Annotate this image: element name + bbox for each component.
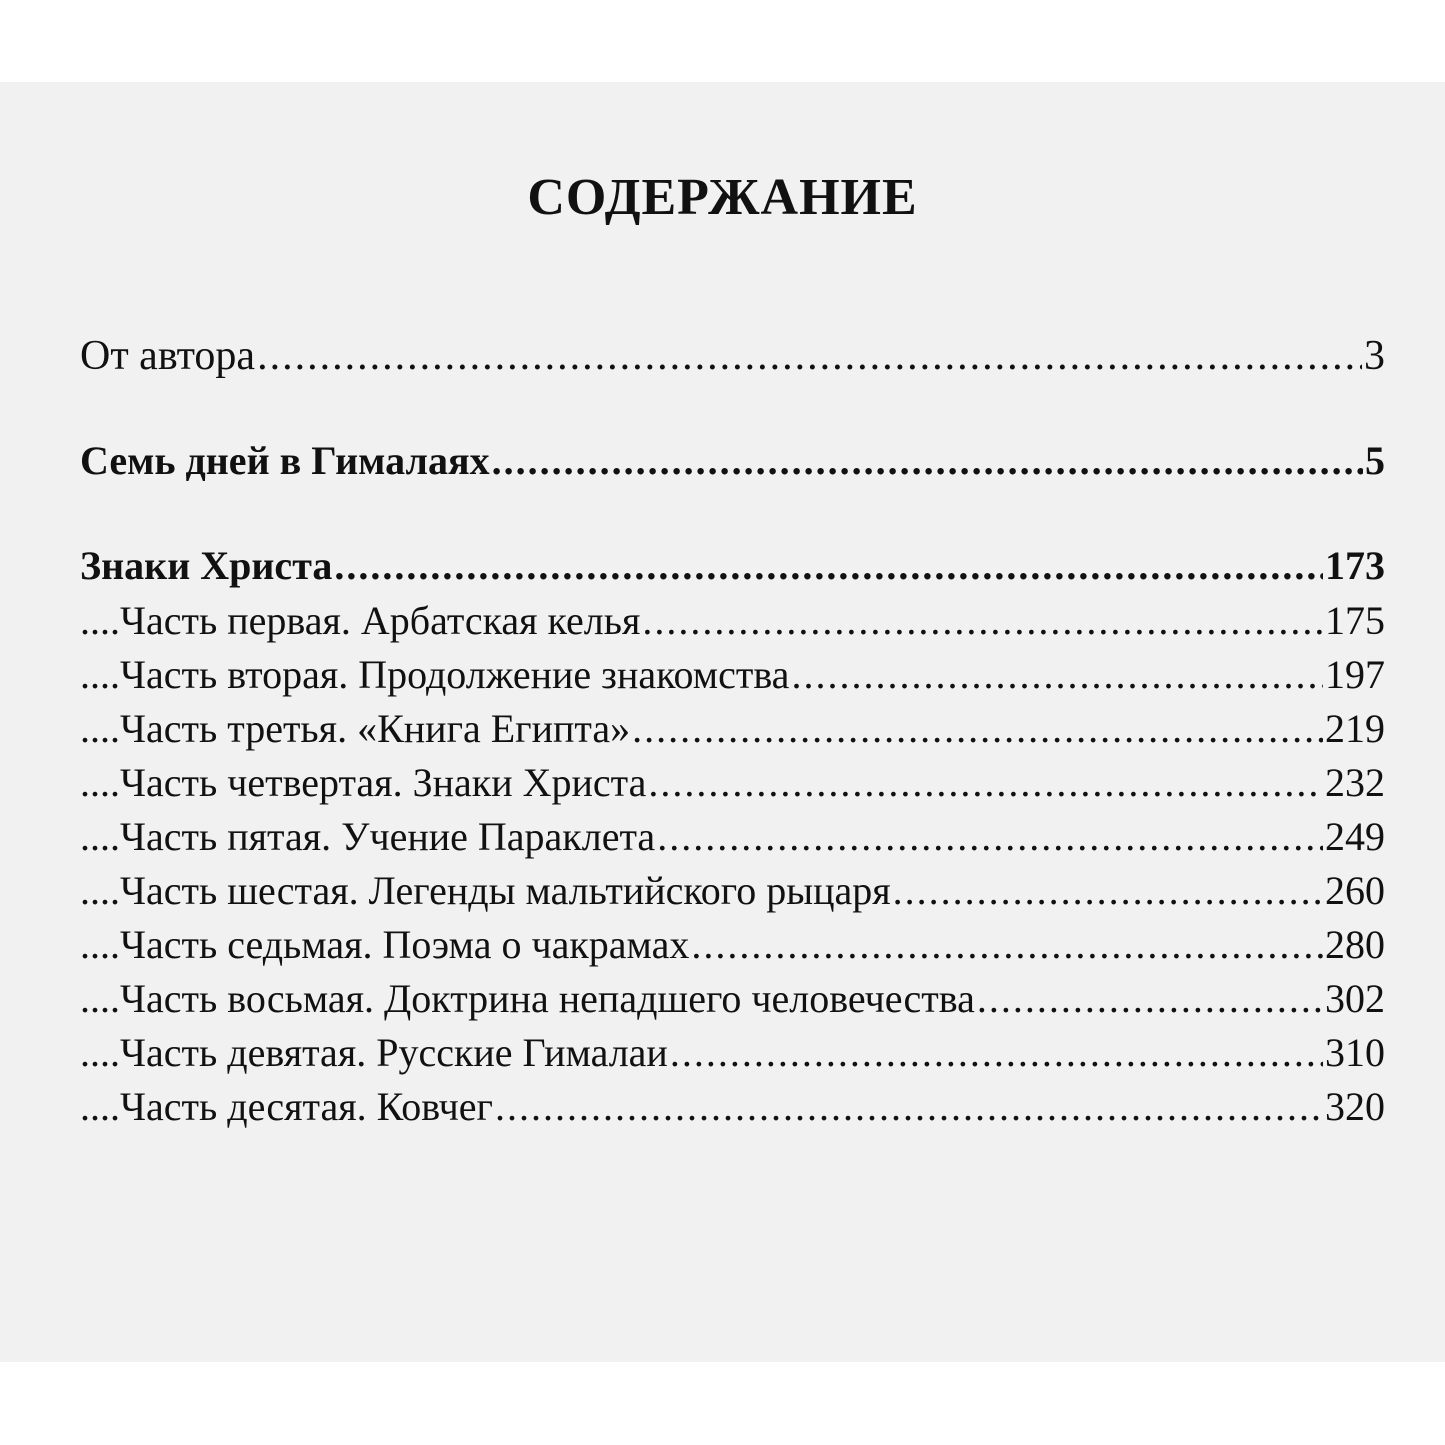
toc-subentry-page: 310	[1325, 1030, 1385, 1075]
toc-subentry-label: ....Часть десятая. Ковчег	[80, 1084, 493, 1129]
toc-subentry-page: 232	[1325, 760, 1385, 805]
dot-leader	[670, 1029, 1323, 1076]
dot-leader	[657, 813, 1323, 860]
toc-entry-seven-days	[80, 437, 1385, 484]
toc-subentry-2	[80, 651, 1385, 698]
toc-subentry-4	[80, 759, 1385, 806]
toc-entry-label: От автора	[80, 333, 256, 379]
toc-entry-label: Семь дней в Гималаях	[80, 438, 490, 483]
toc-subentry-page: 302	[1325, 976, 1385, 1021]
toc-subentry-label: ....Часть седьмая. Поэма о чакрамах	[80, 922, 690, 967]
dot-leader	[495, 1083, 1323, 1130]
toc-entry-label: Знаки Христа	[80, 543, 333, 588]
toc-entry-from-author	[80, 332, 1385, 380]
dot-leader	[791, 651, 1323, 698]
toc-subentry-label: ....Часть первая. Арбатская келья	[80, 598, 641, 643]
toc-subentry-page: 175	[1325, 598, 1385, 643]
toc-subentry-page: 219	[1325, 706, 1385, 751]
toc-subentry-6	[80, 867, 1385, 914]
toc-subentry-page: 249	[1325, 814, 1385, 859]
dot-leader	[977, 975, 1323, 1022]
toc-entry-page: 5	[1365, 438, 1385, 483]
toc-subentry-label: ....Часть вторая. Продолжение знакомства	[80, 652, 790, 697]
toc-subentry-label: ....Часть четвертая. Знаки Христа	[80, 760, 647, 805]
toc-subentry-page: 197	[1325, 652, 1385, 697]
toc-subentry-5	[80, 813, 1385, 860]
dot-leader	[691, 921, 1323, 968]
toc-entry-page: 173	[1325, 543, 1385, 588]
dot-leader	[492, 437, 1363, 484]
toc-subentry-10	[80, 1083, 1385, 1130]
dot-leader	[893, 867, 1323, 914]
dot-leader	[257, 332, 1362, 380]
toc-subentry-8	[80, 975, 1385, 1022]
toc-subentry-page: 320	[1325, 1084, 1385, 1129]
toc-subentry-page: 280	[1325, 922, 1385, 967]
toc-subentry-3	[80, 705, 1385, 752]
toc-subentry-page: 260	[1325, 868, 1385, 913]
dot-leader	[642, 597, 1323, 644]
toc-subentry-label: ....Часть девятая. Русские Гималаи	[80, 1030, 668, 1075]
toc-subentry-label: ....Часть восьмая. Доктрина непадшего человечества	[80, 976, 975, 1021]
toc-entry-page: 3	[1364, 333, 1385, 379]
dot-leader	[334, 542, 1323, 589]
document-page	[0, 82, 1445, 1362]
toc-subentry-label: ....Часть шестая. Легенды мальтийского рыцаря	[80, 868, 891, 913]
toc-subentry-label: ....Часть пятая. Учение Параклета	[80, 814, 656, 859]
page-title: СОДЕРЖАНИЕ	[527, 169, 918, 226]
toc-subentry-label: ....Часть третья. «Книга Египта»	[80, 706, 631, 751]
toc-subentry-7	[80, 921, 1385, 968]
toc-subentry-9	[80, 1029, 1385, 1076]
toc-subentry-1	[80, 597, 1385, 644]
toc-entry-signs-of-christ	[80, 542, 1385, 589]
dot-leader	[648, 759, 1323, 806]
dot-leader	[632, 705, 1323, 752]
